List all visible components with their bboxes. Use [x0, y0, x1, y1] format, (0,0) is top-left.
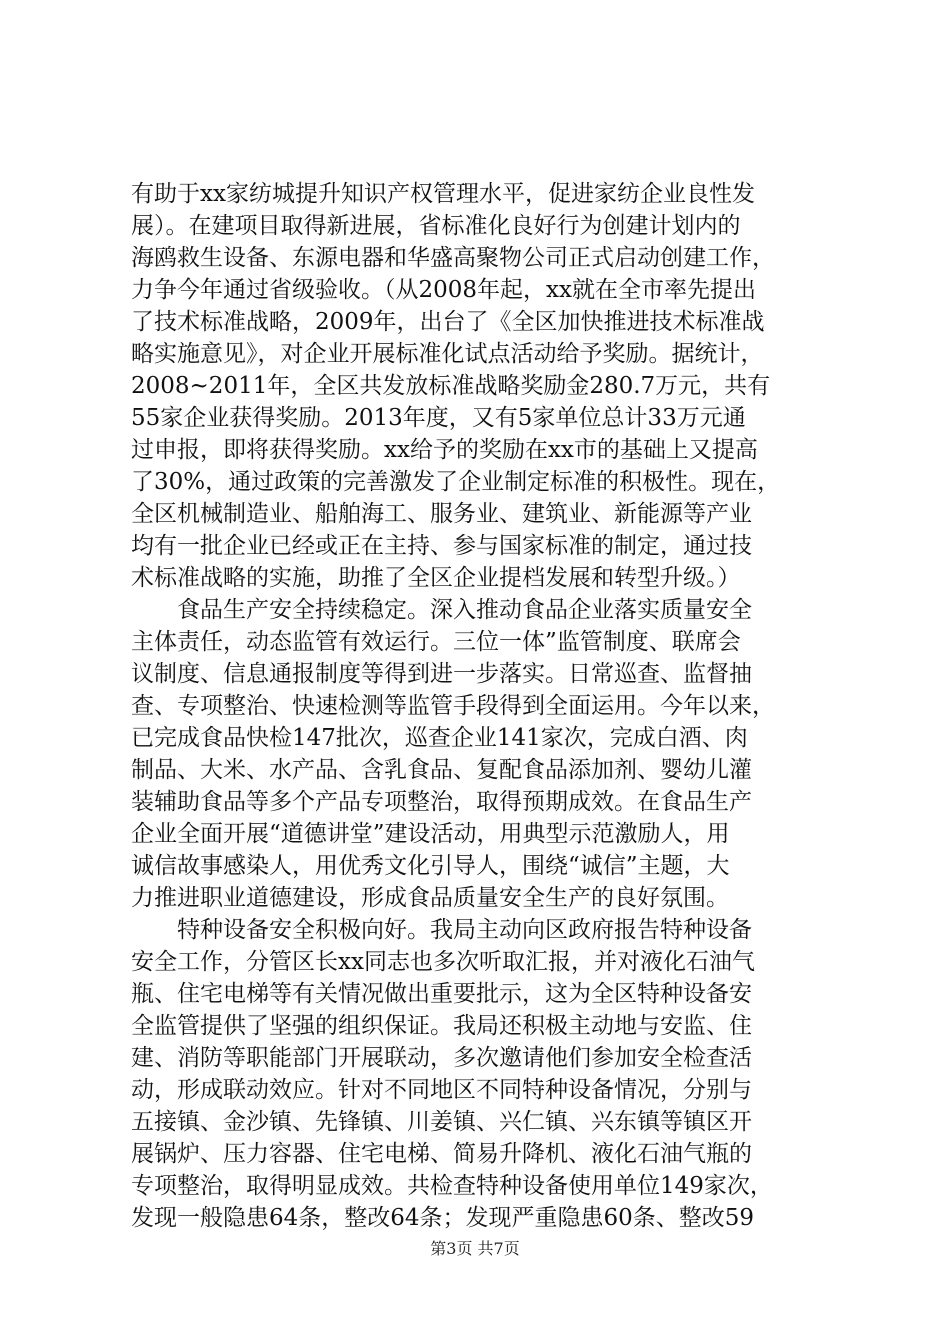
page-number-footer: 第3页 共7页	[430, 1239, 520, 1258]
text-line: 查、专项整治、快速检测等监管手段得到全面运用。今年以来，	[131, 693, 775, 719]
text-line: 装辅助食品等多个产品专项整治，取得预期成效。在食品生产	[131, 789, 752, 815]
text-line: 全监管提供了坚强的组织保证。我局还积极主动地与安监、住	[131, 1013, 752, 1039]
text-line: 建、消防等职能部门开展联动，多次邀请他们参加安全检查活	[131, 1045, 752, 1071]
text-line: 过申报，即将获得奖励。xx给予的奖励在xx市的基础上又提高	[131, 437, 758, 463]
text-line: 力推进职业道德建设，形成食品质量安全生产的良好氛围。	[131, 885, 729, 911]
paragraph-food-safety	[131, 594, 831, 914]
text-line: 展锅炉、压力容器、住宅电梯、简易升降机、液化石油气瓶的	[131, 1141, 752, 1167]
text-line: 特种设备安全积极向好。我局主动向区政府报告特种设备	[177, 917, 752, 943]
text-line: 术标准战略的实施，助推了全区企业提档发展和转型升级。）	[131, 565, 741, 591]
text-line: 展）。在建项目取得新进展，省标准化良好行为创建计划内的	[131, 213, 741, 239]
text-line: 力争今年通过省级验收。（从2008年起，xx就在全市率先提出	[131, 277, 756, 303]
text-line: 略实施意见》，对企业开展标准化试点活动给予奖励。据统计，	[131, 341, 764, 367]
text-line: 全区机械制造业、船舶海工、服务业、建筑业、新能源等产业	[131, 501, 752, 527]
text-line: 制品、大米、水产品、含乳食品、复配食品添加剂、婴幼儿灌	[131, 757, 752, 783]
text-line: 食品生产安全持续稳定。深入推动食品企业落实质量安全	[177, 597, 752, 623]
document-body	[131, 178, 831, 1234]
text-line: 已完成食品快检147批次，巡查企业141家次，完成白酒、肉	[131, 725, 748, 751]
text-line: 企业全面开展“道德讲堂”建设活动，用典型示范激励人，用	[131, 821, 730, 847]
text-line: 有助于xx家纺城提升知识产权管理水平，促进家纺企业良性发	[131, 181, 755, 207]
text-line: 动，形成联动效应。针对不同地区不同特种设备情况，分别与	[131, 1077, 752, 1103]
text-line: 专项整治，取得明显成效。共检查特种设备使用单位149家次，	[131, 1173, 773, 1199]
text-line: 发现一般隐患64条，整改64条；发现严重隐患60条、整改59	[131, 1205, 755, 1231]
text-line: 主体责任，动态监管有效运行。三位一体”监管制度、联席会	[131, 629, 741, 655]
text-line: 海鸥救生设备、东源电器和华盛高聚物公司正式启动创建工作，	[131, 245, 775, 271]
text-line: 2008~2011年，全区共发放标准战略奖励金280.7万元，共有	[131, 373, 771, 399]
text-line: 了技术标准战略，2009年，出台了《全区加快推进技术标准战	[131, 309, 765, 335]
paragraph-ip-standards	[131, 178, 831, 594]
text-line: 诚信故事感染人，用优秀文化引导人，围绕“诚信”主题，大	[131, 853, 730, 879]
text-line: 安全工作，分管区长xx同志也多次听取汇报，并对液化石油气	[131, 949, 755, 975]
text-line: 均有一批企业已经或正在主持、参与国家标准的制定，通过技	[131, 533, 752, 559]
text-line: 了30%，通过政策的完善激发了企业制定标准的积极性。现在，	[131, 469, 781, 495]
text-line: 55家企业获得奖励。2013年度，又有5家单位总计33万元通	[131, 405, 746, 431]
paragraph-special-equipment	[131, 914, 831, 1234]
text-line: 五接镇、金沙镇、先锋镇、川姜镇、兴仁镇、兴东镇等镇区开	[131, 1109, 752, 1135]
text-line: 议制度、信息通报制度等得到进一步落实。日常巡查、监督抽	[131, 661, 752, 687]
text-line: 瓶、住宅电梯等有关情况做出重要批示，这为全区特种设备安	[131, 981, 752, 1007]
